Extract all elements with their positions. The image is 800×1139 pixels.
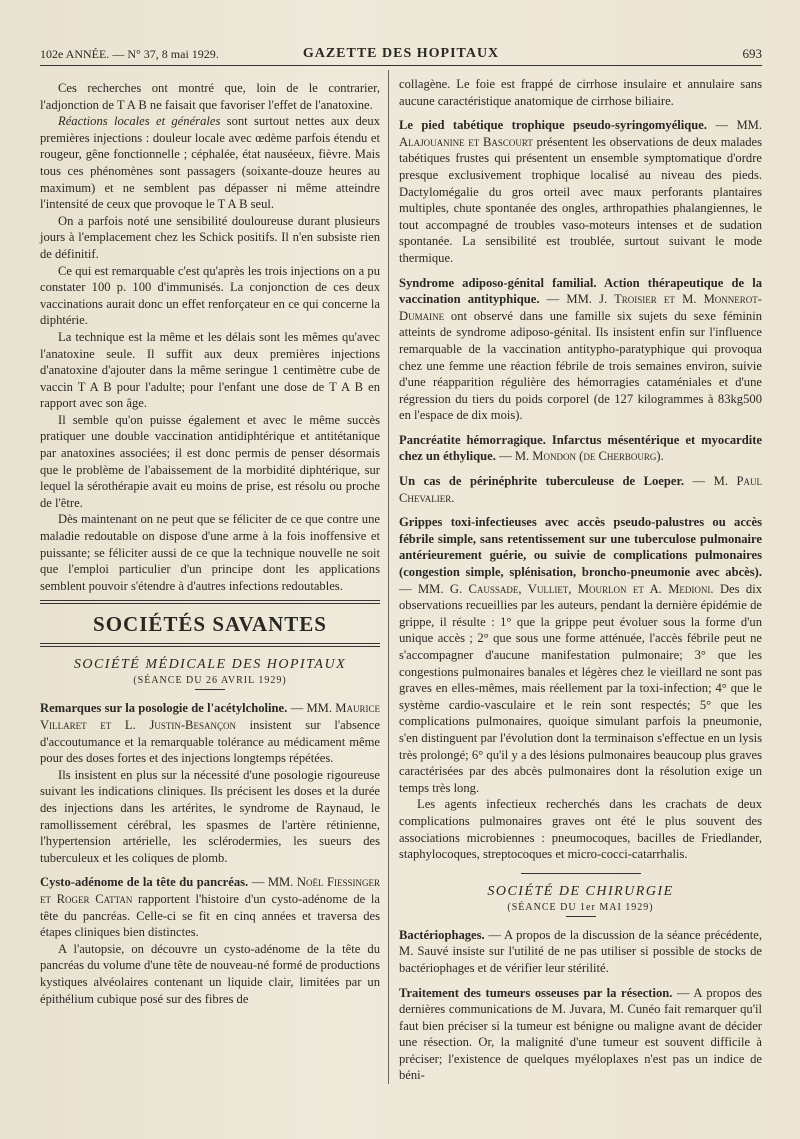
entry bbox=[399, 275, 762, 424]
inline-title: Réactions locales et générales bbox=[58, 114, 221, 129]
paragraph: Ce qui est remarquable c'est qu'après les trois injections on a pu constater 100 p. 100 d'immunisés. La conjonction de ces deux vaccinations aurait donc un effet renforçateur en ce qui concerne la diphtérie. bbox=[40, 263, 380, 328]
entry bbox=[399, 473, 762, 506]
entry-text: — A propos des dernières communications de M. Juvara, M. Cunéo fait remarquer qu'il faut bien préciser si la tumeur est bénigne ou maligne avant de décider une résection. Or, la malignité d'une tumeur est souvent difficile à préciser; l'existence de quelques myéloplaxes n'est pas un indice de béni- bbox=[399, 985, 763, 1083]
entry-title: Pancréatite hémorragique. Infarctus mésentérique et myocardite chez un éthylique. bbox=[399, 432, 762, 464]
paragraph: Il semble qu'on puisse également et avec le même succès pratiquer une double vaccination antidiphtérique et antitétanique par anatoxines associées; il est donc permis de penser désormais que le problème de l'abaissement de la morbidité diphtérique, sur lequel la sérothérapie avait eu moins de prise, est résolu ou proche de l'être. bbox=[40, 412, 380, 510]
page-header bbox=[40, 36, 762, 66]
left-column bbox=[40, 70, 388, 1084]
entry bbox=[40, 874, 380, 940]
journal-title: GAZETTE DES HOPITAUX bbox=[302, 46, 500, 61]
entry-authors: — MM. Alajouanine et Bascourt bbox=[399, 118, 762, 149]
paragraph: Ces recherches ont montré que, loin de le contrarier, l'adjonction de T A B ne faisait que favoriser l'effet de l'anatoxine. bbox=[40, 81, 380, 112]
paragraph bbox=[40, 113, 380, 213]
issue-info: 102e ANNÉE. — N° 37, 8 mai 1929. bbox=[40, 47, 219, 61]
entry-authors: — MM. Maurice Villaret et L. Justin-Besançon bbox=[40, 701, 380, 732]
short-divider bbox=[195, 689, 225, 690]
entry-authors: — M. Mondon (de Cherbourg). bbox=[495, 449, 664, 464]
entry-text: présentent les observations de deux malades tabétiques frustes qui présentent un ensemble symptomatique d'ordre presque exclusivement trophique localisé au niveau des pieds. Dactylomégalie du gros orteil avec maux perforants plantaires multiples, chute spontanée des ongles, arthropathies phalangiennes, le tout accompagné de troubles vaso-moteurs intenses et de sudation spontanée. La sensibilité est troublée, surtout suivant le mode thermique. bbox=[399, 134, 762, 265]
section-divider bbox=[40, 600, 380, 604]
society-title: SOCIÉTÉ DE CHIRURGIE bbox=[487, 883, 674, 899]
entry-authors: — MM. G. Caussade, Vulliet, Mourlon et A. Medioni. bbox=[399, 581, 714, 596]
paragraph: Les agents infectieux recherchés dans les crachats de deux complications pulmonaires graves ont été le plus souvent des associations microbiennes : pneumocoques, bacilles de Friedlander, staphylocoques, streptocoques et micro-cocci-catarrhalis. bbox=[399, 797, 762, 862]
entry bbox=[399, 927, 762, 977]
entry-title: Traitement des tumeurs osseuses par la résection. bbox=[399, 985, 673, 1000]
entry bbox=[399, 117, 762, 266]
entry-text: ont observé dans une famille six sujets du sexe féminin atteints de syndrome adiposo-génital. Ils insistent enfin sur l'influence remarquable de la vaccination antitypho-paratyphique qui provoqua chez une femme une réaction fébrile de trois semaines environ, suivie d'une réapparition régulière des hémorragies cataméniales et d'une régression du tiers du poids corporel (de 127 kilogrammes à 83kg500 en l'espace de dix mois). bbox=[399, 308, 762, 423]
entry-title: Syndrome adiposo-génital familial. Action thérapeutique de la vaccination antityphique. bbox=[399, 275, 762, 307]
entry-authors: — MM. Noël Fiessinger et Roger Cattan bbox=[40, 875, 380, 906]
paragraph: A l'autopsie, on découvre un cysto-adénome de la tête du pancréas du volume d'une tête de nouveau-né formé de productions kystiques alvéolaires contenant un liquide clair, limitées par un épithélium cubique posé sur des fibres de bbox=[40, 941, 380, 1006]
entry-text: rapportent l'histoire d'un cysto-adénome de la tête du pancréas. Celle-ci se fit en cinq années et traversa des étapes cliniques bien distinctes. bbox=[40, 891, 380, 940]
entry-authors: — M. Paul Chevalier. bbox=[399, 474, 762, 505]
two-column-body bbox=[40, 70, 762, 1084]
right-column bbox=[388, 70, 762, 1084]
paragraph: Dès maintenant on ne peut que se féliciter de ce que contre une maladie redoutable on dispose d'une arme à la fois inoffensive et puissante; se féliciter aussi de ce que la technique nouvelle ne soit que l'emploi particulier d'un principe dont les applications semblent pouvoir s'étendre à d'autres infections redoutables. bbox=[40, 512, 380, 593]
session-date: (SÉANCE DU 26 AVRIL 1929) bbox=[133, 675, 287, 687]
entry-title: Le pied tabétique trophique pseudo-syringomyélique. bbox=[399, 118, 708, 133]
session-date: (SÉANCE DU 1er MAI 1929) bbox=[507, 901, 654, 913]
entry bbox=[399, 432, 762, 465]
society-title: SOCIÉTÉ MÉDICALE DES HOPITAUX bbox=[73, 657, 347, 673]
entry bbox=[399, 985, 762, 1085]
paragraph: La technique est la même et les délais sont les mêmes qu'avec l'anatoxine seule. Il suffit aux deux premières injections d'anatoxine d'ajouter dans la même seringue 1 centimètre cube de vaccin T A B pour l'adulte; pour l'enfant une dose de T A B en rapport avec son âge. bbox=[40, 329, 380, 411]
entry-authors: — MM. J. Troisier et M. Monnerot-Dumaine bbox=[399, 292, 762, 323]
entry-text: — A propos de la discussion de la séance précédente, M. Sauvé insiste sur l'utilité de ne pas utiliser si possible de stocks de bactériophages et de vérifier leur stérilité. bbox=[399, 927, 762, 975]
section-divider bbox=[40, 643, 380, 647]
entry-title: Bactériophages. bbox=[399, 927, 485, 942]
short-divider bbox=[566, 916, 596, 917]
short-divider bbox=[521, 873, 641, 874]
entry bbox=[399, 514, 762, 796]
page-number: 693 bbox=[742, 46, 762, 61]
entry-title: Remarques sur la posologie de l'acétylcholine. bbox=[40, 701, 288, 716]
paragraph-text: sont surtout nettes aux deux premières injections : douleur locale avec œdème parfois étendu et rougeur, gêne fonctionnelle ; céphalée, état nauséeux, fièvre. Mais tous ces phénomènes sont passagers (soixante-douze heures au maximum) et ne semblent pas dépasser ni même atteindre l'intensité de ceux que provoque le T A B seul. bbox=[40, 114, 380, 212]
entry-title: Un cas de périnéphrite tuberculeuse de Loeper. bbox=[399, 474, 685, 489]
entry-text: Des dix observations recueillies par les auteurs, pendant la dernière épidémie de grippe, il résulte : 1° que la grippe peut évoluer sous la forme d'un unique accès ; 2° que sous une forme atténuée, l'accès fébrile peut ne s'accompagner d'aucune manifestation pulmonaire; 3° que les congestions pulmonaires banales et légères chez le vieillard ne sont pas graves en elles-mêmes, mais réellement par la toxi-infection; 4° que le système cardio-vasculaire et le rein sont respectés; 5° que les complications pulmonaires, quoique simulant parfois la pneumonie, s'en distinguent par l'évolution dont la terminaison s'effectue en un lysis très prolongé; 6° qu'il y a des lésions pulmonaires beaucoup plus graves caractérisées par des abcès pulmonaires dont la résolution exige un temps très long. bbox=[399, 581, 763, 795]
paragraph: Ils insistent en plus sur la nécessité d'une posologie rigoureuse suivant les indications cliniques. Ils précisent les doses et la durée des injections dans les artérites, le syndrome de Raynaud, le ramollissement cérébral, les spasmes de l'artère rétinienne, l'hypertension artérielle, les sclérodermies, les sueurs des tuberculeux et les coliques de plomb. bbox=[40, 767, 380, 865]
entry bbox=[40, 700, 380, 766]
section-title: SOCIÉTÉS SAVANTES bbox=[93, 612, 327, 637]
paragraph: On a parfois noté une sensibilité douloureuse durant plusieurs jours à l'emplacement chez les Schick positifs. Il n'en subsiste rien de définitif. bbox=[40, 213, 380, 261]
entry-title: Cysto-adénome de la tête du pancréas. bbox=[40, 875, 249, 890]
entry-text: insistent sur l'absence d'accoutumance et la remarquable tolérance au médicament même pour des doses fortes et des injections longtemps répétées. bbox=[40, 718, 380, 766]
paragraph: collagène. Le foie est frappé de cirrhose insulaire et annulaire sans aucune caractéristique anatomique de cirrhose biliaire. bbox=[399, 77, 762, 108]
entry-title: Grippes toxi-infectieuses avec accès pseudo-palustres ou accès fébrile simple, sans retentissement sur une tuberculose pulmonaire antérieurement guérie, ou suivie de complications pulmonaires (congestion simple, splénisation, broncho-pneumonie avec abcès). bbox=[399, 515, 762, 580]
